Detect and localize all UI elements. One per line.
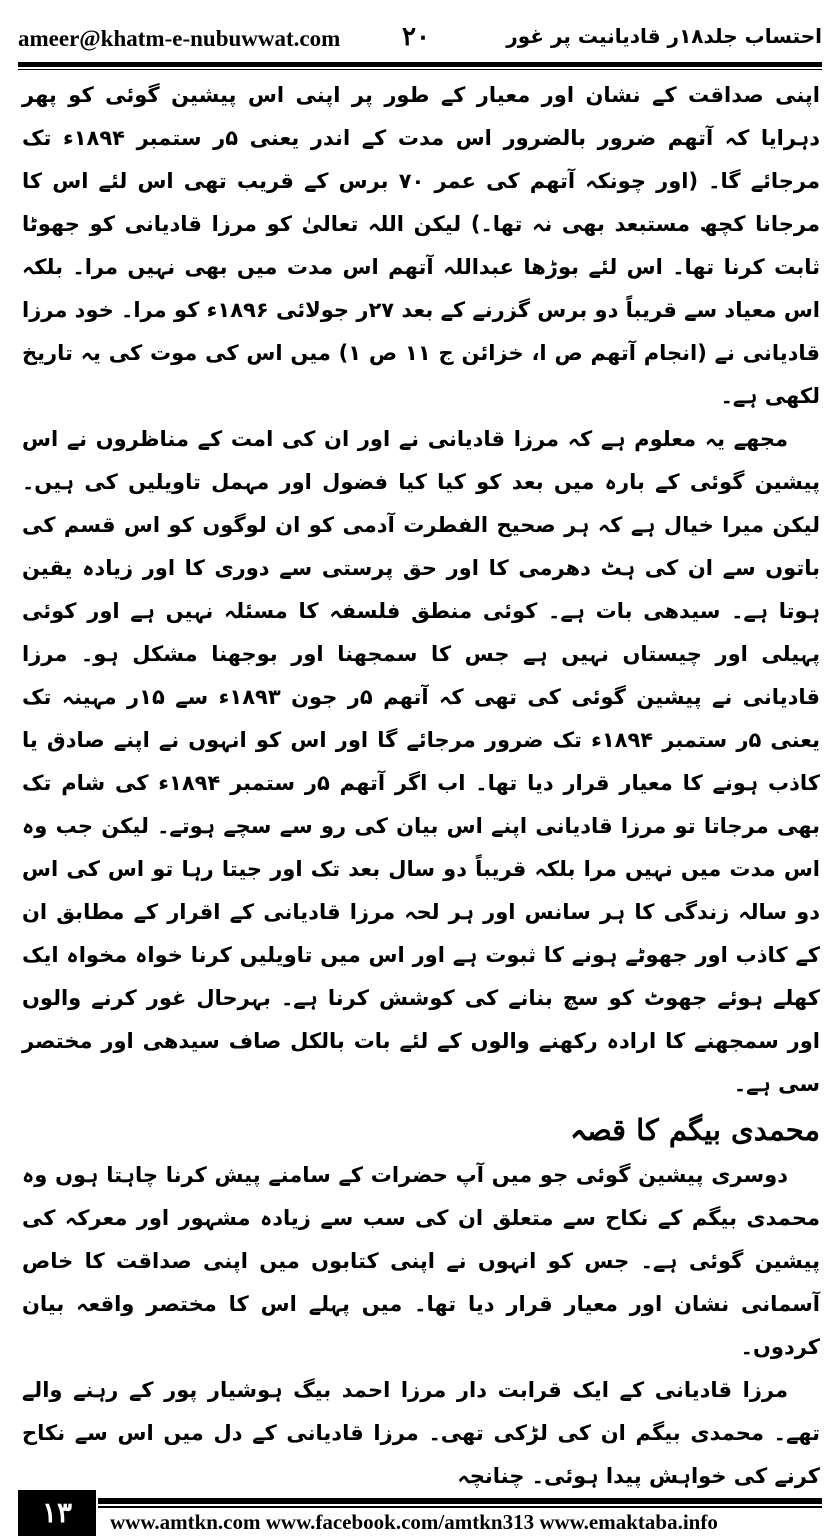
footer-rule-thin — [98, 1506, 822, 1508]
footer-rule-thick — [98, 1498, 822, 1504]
section-heading: محمدی بیگم کا قصہ — [569, 1113, 820, 1147]
page-footer — [18, 1490, 822, 1536]
paragraph-2: مجھے یہ معلوم ہے کہ مرزا قادیانی نے اور ان کی امت کے مناظروں نے اس پیشین گوئی کے بارہ میں بعد کو کیا کیا فضول اور مہمل تاویلیں کی ہیں۔ لیکن میرا خیال ہے کہ ہر صحیح الفطرت آدمی کو ان لوگوں کو اس قسم کی باتوں سے ان کی ہٹ دھرمی کا اور حق پرستی سے دوری کا اور زیادہ یقین ہوتا ہے۔ سیدھی بات ہے۔ کوئی منطق فلسفہ کا مسئلہ نہیں ہے اور کوئی پہیلی اور چیستاں نہیں ہے جس کا سمجھنا اور بوجھنا مشکل ہو۔ مرزا قادیانی نے پیشین گوئی کی تھی کہ آتھم ۵ر جون ۱۸۹۳ء سے ۱۵ر مہینہ تک یعنی ۵ر ستمبر ۱۸۹۴ء تک ضرور مرجائے گا اور اس کو انہوں نے اپنے صادق یا کاذب ہونے کا معیار قرار دیا تھا۔ اب اگر آتھم ۵ر ستمبر ۱۸۹۴ء کی شام تک بھی مرجاتا تو مرزا قادیانی اپنے اس بیان کی رو سے سچے ہوتے۔ لیکن جب وہ اس مدت میں نہیں مرا بلکہ قریباً دو سال بعد تک اور جیتا رہا تو اس کی اس دو سالہ زندگی کا ہر سانس اور ہر لحہ مرزا قادیانی کے اقرار کے مطابق ان کے کاذب اور جھوٹے ہونے کا ثبوت ہے اور اس میں تاویلیں کرنا خواہ مخواہ ایک کھلے ہوئے جھوٹ کو سچ بنانے کی کوشش کرنا ہے۔ بہرحال غور کرنے والوں اور سمجھنے کا ارادہ رکھنے والوں کے لئے بات بالکل صاف سیدھی اور مختصر سی ہے۔ — [22, 427, 820, 1096]
header-email[interactable]: ameer@khatm-e-nubuwwat.com — [18, 26, 341, 51]
header-page-number: ۲۰ — [402, 22, 430, 52]
paragraph-1: اپنی صداقت کے نشان اور معیار کے طور پر اپنی اس پیشین گوئی کو پھر دہرایا کہ آتھم ضرور بالضرور اس مدت کے اندر یعنی ۵ر ستمبر ۱۸۹۴ء تک مرجائے گا۔ (اور چونکہ آتھم کی عمر ۷۰ برس کے قریب تھی اس لئے اس کا مرجانا کچھ مستبعد بھی نہ تھا۔) لیکن اللہ تعالیٰ کو مرزا قادیانی کو جھوٹا ثابت کرنا تھا۔ اس لئے بوڑھا عبداللہ آتھم اس مدت میں بھی نہیں مرا۔ بلکہ اس معیاد سے قریباً دو برس گزرنے کے بعد ۲۷ر جولائی ۱۸۹۶ء کو مرا۔ خود مرزا قادیانی نے (انجام آتھم ص ا، خزائن ج ۱۱ ص ۱) میں اس کی موت کی یہ تاریخ لکھی ہے۔ — [22, 83, 820, 408]
header-book-title: احتساب جلد۱۸ر قادیانیت پر غور — [506, 24, 822, 48]
footer-urls[interactable]: www.amtkn.com www.facebook.com/amtkn313 www.emaktaba.info — [110, 1510, 718, 1534]
header-rule-thick — [18, 62, 822, 67]
header-rule-thin — [18, 69, 822, 70]
footer-page-number: ۱۳ — [18, 1490, 96, 1536]
page-header — [18, 22, 822, 62]
page-content — [22, 74, 820, 1498]
section-paragraph-2: مرزا قادیانی کے ایک قرابت دار مرزا احمد بیگ ہوشیار پور کے رہنے والے تھے۔ محمدی بیگم ان کی لڑکی تھی۔ مرزا قادیانی کے دل میں اس سے نکاح کرنے کی خواہش پیدا ہوئی۔ چنانچہ — [22, 1378, 820, 1488]
section-paragraph-1: دوسری پیشین گوئی جو میں آپ حضرات کے سامنے پیش کرنا چاہتا ہوں وہ محمدی بیگم کے نکاح سے متعلق ان کی سب سے زیادہ مشہور اور معرکہ کی پیشین گوئی ہے۔ جس کو انہوں نے اپنی کتابوں میں اپنی صداقت کا خاص آسمانی نشان اور معیار قرار دیا تھا۔ میں پہلے اس کا مختصر واقعہ بیان کردوں۔ — [22, 1163, 820, 1359]
